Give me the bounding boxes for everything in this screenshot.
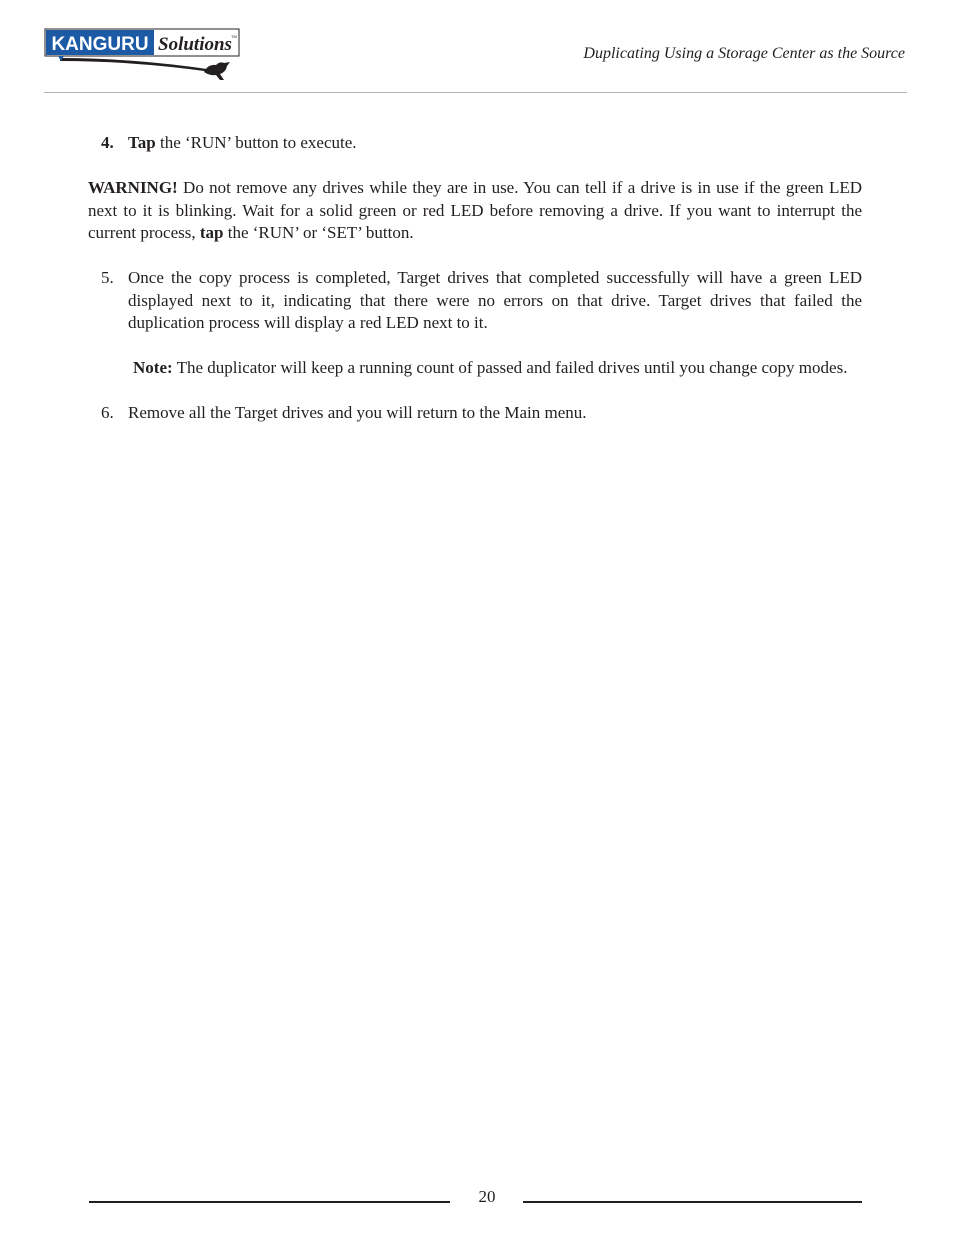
step-text: the ‘RUN’ button to execute. <box>155 133 357 152</box>
svg-text:TM: TM <box>231 34 237 39</box>
step-4 <box>88 132 862 155</box>
step-number: 6. <box>101 403 114 422</box>
svg-text:Solutions: Solutions <box>158 34 232 55</box>
main-content <box>88 132 862 425</box>
footer-rule-right <box>523 1201 862 1203</box>
header-divider <box>44 92 907 93</box>
step-number: 4. <box>101 133 114 152</box>
warning-text-end: the ‘RUN’ or ‘SET’ button. <box>223 223 414 242</box>
footer-rule-left <box>89 1201 450 1203</box>
warning-text: Do not remove any drives while they are in use. You can tell if a drive is in use if the green LED next to it is blinking. Wait for a solid green or red LED before removing a drive. If you want to interrupt the current process, <box>88 178 862 242</box>
step-6 <box>88 402 862 425</box>
page-number: 20 <box>478 1187 496 1206</box>
note-paragraph <box>88 357 862 380</box>
step-text: Once the copy process is completed, Target drives that completed successfully will have a green LED displayed next to it, indicating that there were no errors on that drive. Target drives that failed the duplication process will display a red LED next to it. <box>128 268 862 332</box>
warning-paragraph <box>88 177 862 245</box>
step-number: 5. <box>101 268 114 287</box>
note-label: Note: <box>133 358 173 377</box>
warning-keyword: tap <box>199 223 224 242</box>
note-text: The duplicator will keep a running count of passed and failed drives until you change copy modes. <box>172 358 848 377</box>
page-header-title: Duplicating Using a Storage Center as the Source <box>583 45 905 62</box>
kanguru-logo <box>44 28 244 82</box>
step-text: Remove all the Target drives and you will return to the Main menu. <box>128 403 587 422</box>
warning-label: WARNING! <box>88 178 178 197</box>
svg-text:KANGURU: KANGURU <box>51 34 149 55</box>
step-5 <box>88 267 862 335</box>
step-keyword: Tap <box>128 133 156 152</box>
